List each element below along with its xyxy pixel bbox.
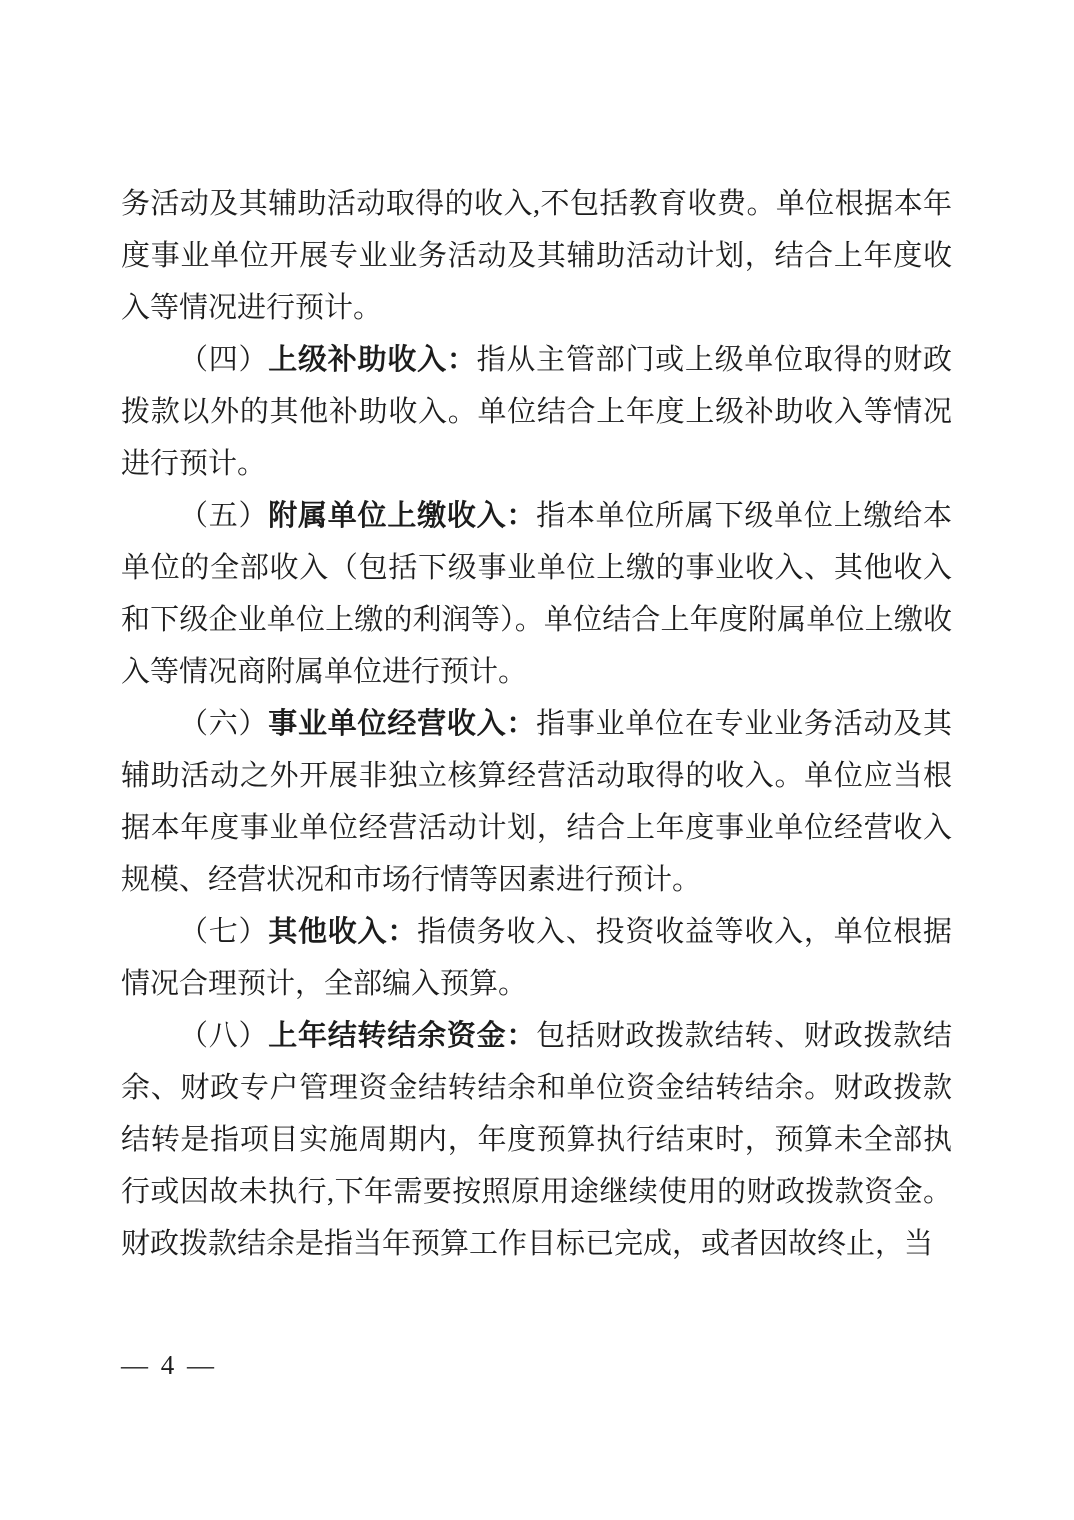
text-run: 指本单位所属下级单位上缴给本单位的全部收入（包括下级事业单位上缴的事业收入、其他收入和下级企业单位上缴的利润等）。单位结合上年度附属单位上缴收入等情况商附属单位进行预计。 <box>121 500 952 688</box>
text-run: 务活动及其辅助活动取得的收入,不包括教育收费。单位根据本年度事业单位开展专业业务活动及其辅助活动计划，结合上年度收入等情况进行预计。 <box>121 188 952 324</box>
term-heading: 附属单位上缴收入： <box>268 500 537 532</box>
term-heading: 事业单位经营收入： <box>268 708 537 740</box>
text-run: 包括财政拨款结转、财政拨款结余、财政专户管理资金结转结余和单位资金结转结余。财政拨款结转是指项目实施周期内，年度预算执行结束时，预算未全部执行或因故未执行,下年需要按照原用途继续使用的财政拨款资金。财政拨款结余是指当年预算工作目标已完成，或者因故终止，当 <box>121 1020 952 1260</box>
paragraph <box>121 1010 952 1270</box>
text-run: 指债务收入、投资收益等收入，单位根据情况合理预计，全部编入预算。 <box>121 916 952 1000</box>
text-run: （八） <box>179 1020 269 1052</box>
paragraph <box>121 906 952 1010</box>
document-body <box>121 178 952 1270</box>
term-heading: 其他收入： <box>268 916 418 948</box>
paragraph <box>121 178 952 334</box>
text-run: 指事业单位在专业业务活动及其辅助活动之外开展非独立核算经营活动取得的收入。单位应当根据本年度事业单位经营活动计划，结合上年度事业单位经营收入规模、经营状况和市场行情等因素进行预计。 <box>121 708 952 896</box>
paragraph <box>121 334 952 490</box>
text-run: （四） <box>179 344 269 376</box>
page-footer <box>121 1350 217 1381</box>
text-run: 指从主管部门或上级单位取得的财政拨款以外的其他补助收入。单位结合上年度上级补助收入等情况进行预计。 <box>121 344 952 480</box>
paragraph <box>121 490 952 698</box>
paragraph <box>121 698 952 906</box>
text-run: （七） <box>179 916 269 948</box>
text-run: （六） <box>179 708 269 740</box>
page-number: — 4 — <box>121 1350 217 1380</box>
term-heading: 上级补助收入： <box>268 344 477 376</box>
term-heading: 上年结转结余资金： <box>268 1020 537 1052</box>
text-run: （五） <box>179 500 269 532</box>
